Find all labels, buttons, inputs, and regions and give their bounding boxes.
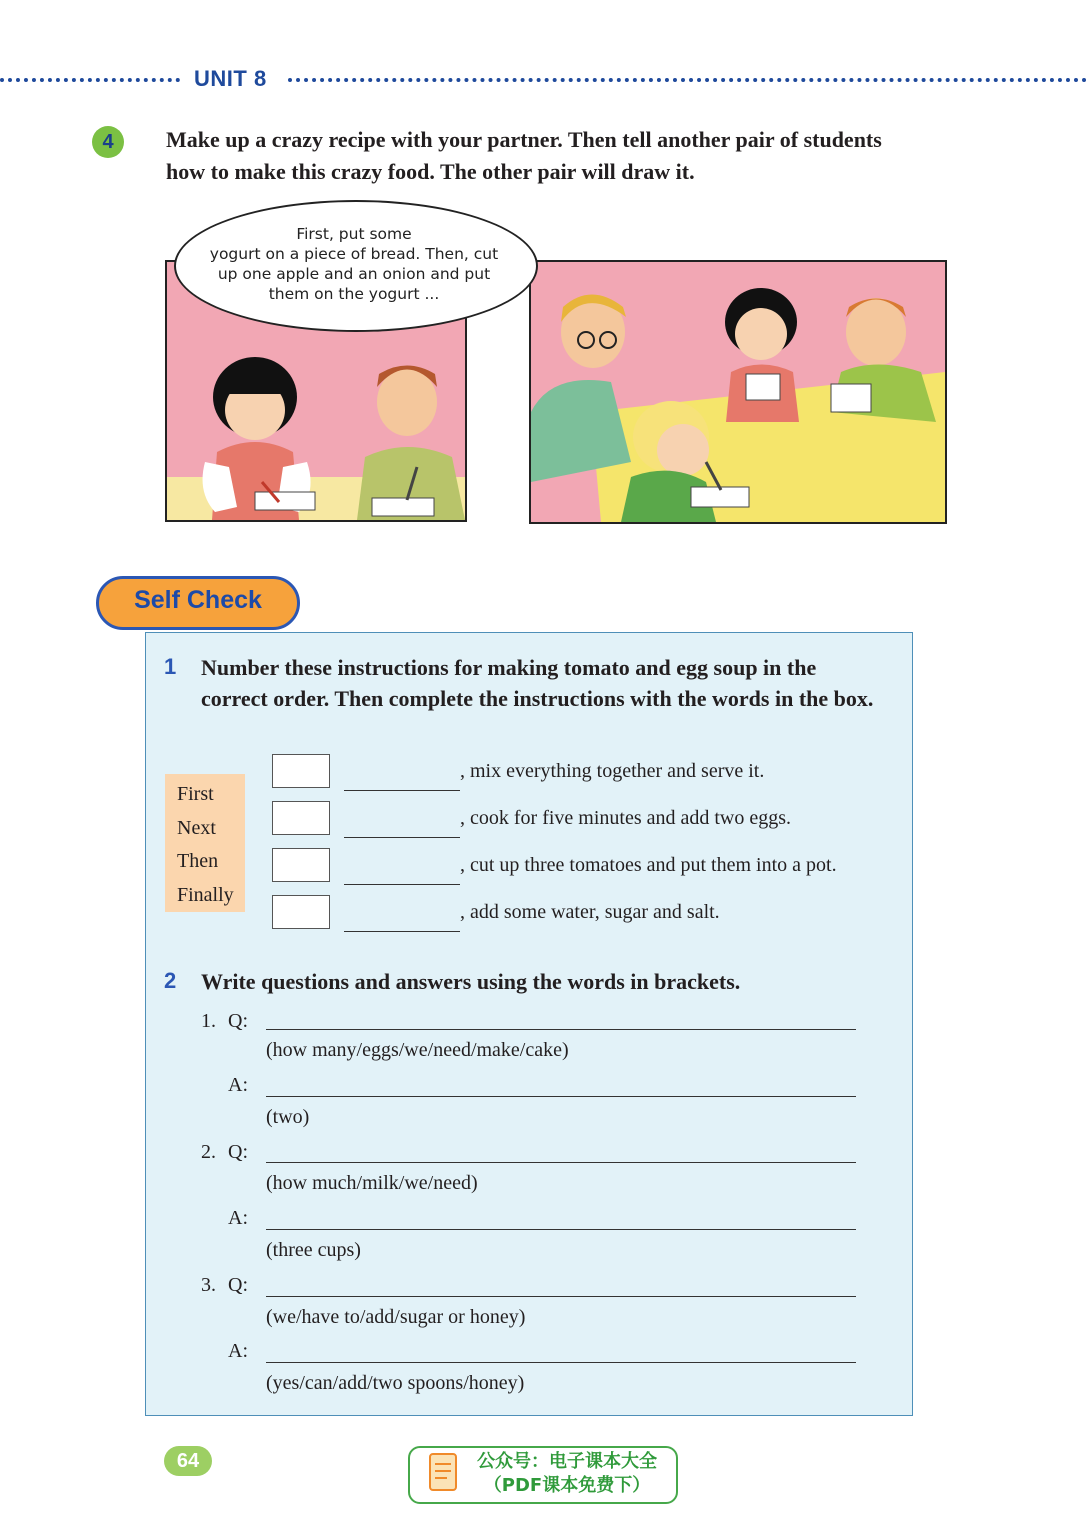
watermark-line: （PDF课本免费下） — [483, 1475, 651, 1496]
order-number-box[interactable] — [272, 895, 330, 929]
question-1-number: 1 — [164, 654, 177, 679]
question-label: Q: — [228, 1274, 248, 1296]
order-number-box[interactable] — [272, 801, 330, 835]
word-hint: (yes/can/add/two spoons/honey) — [266, 1372, 525, 1394]
speech-bubble-text — [186, 224, 522, 304]
self-check-panel — [145, 632, 913, 1416]
bubble-line: yogurt on a piece of bread. Then, cut — [209, 245, 499, 263]
word-blank[interactable] — [344, 931, 460, 932]
order-number-box[interactable] — [272, 848, 330, 882]
answer-line[interactable] — [266, 1096, 856, 1097]
answer-line[interactable] — [266, 1229, 856, 1230]
answer-line[interactable] — [266, 1296, 856, 1297]
item-number: 3. — [201, 1274, 216, 1296]
activity-4-badge: 4 — [92, 126, 124, 158]
item-number: 2. — [201, 1141, 216, 1163]
word-blank[interactable] — [344, 884, 460, 885]
book-icon — [424, 1450, 464, 1502]
word-box — [165, 774, 245, 912]
answer-line[interactable] — [266, 1029, 856, 1030]
illustration-students-drawing — [531, 262, 945, 522]
answer-label: A: — [228, 1207, 248, 1229]
answer-label: A: — [228, 1340, 248, 1362]
instruction-sentence: , mix everything together and serve it. — [460, 760, 765, 782]
word-box-item: Then — [177, 850, 219, 872]
bubble-line: First, put some — [296, 225, 412, 243]
instruction-sentence: , cut up three tomatoes and put them into a pot. — [460, 854, 837, 876]
watermark-line: 公众号：电子课本大全 — [477, 1451, 657, 1472]
question-2-number: 2 — [164, 968, 177, 993]
word-box-item: Next — [177, 816, 216, 839]
question-label: Q: — [228, 1010, 248, 1032]
item-number: 1. — [201, 1010, 216, 1032]
word-hint: (how many/eggs/we/need/make/cake) — [266, 1039, 569, 1061]
watermark-text — [462, 1450, 672, 1498]
word-hint: (two) — [266, 1106, 310, 1128]
word-box-item: First — [177, 783, 214, 805]
question-label: Q: — [228, 1141, 248, 1163]
header-dots-left — [0, 78, 180, 82]
instruction-sentence: , cook for five minutes and add two eggs. — [460, 807, 792, 829]
order-number-box[interactable] — [272, 754, 330, 788]
unit-title: UNIT 8 — [194, 66, 267, 91]
word-hint: (how much/milk/we/need) — [266, 1172, 478, 1194]
answer-label: A: — [228, 1074, 248, 1096]
bubble-line: up one apple and an onion and put — [217, 265, 491, 283]
question-2-text: Write questions and answers using the words in brackets. — [201, 969, 741, 994]
word-hint: (we/have to/add/sugar or honey) — [266, 1306, 526, 1328]
answer-line[interactable] — [266, 1162, 856, 1163]
illustration-panel-right — [529, 260, 947, 524]
activity-4-instruction: Make up a crazy recipe with your partner. Then tell another pair of students how to make this crazy food. The other pair will draw it. — [166, 127, 882, 184]
word-blank[interactable] — [344, 837, 460, 838]
word-blank[interactable] — [344, 790, 460, 791]
page-number: 64 — [164, 1446, 212, 1476]
word-hint: (three cups) — [266, 1239, 361, 1261]
word-box-item: Finally — [177, 883, 234, 906]
instruction-sentence: , add some water, sugar and salt. — [460, 901, 720, 923]
bubble-line: them on the yogurt ... — [268, 285, 440, 303]
answer-line[interactable] — [266, 1362, 856, 1363]
header-dots-right — [288, 78, 1087, 82]
self-check-title: Self Check — [134, 586, 262, 614]
question-1-text: Number these instructions for making tomato and egg soup in the correct order. Then complete the instructions with the words in the box. — [201, 655, 874, 711]
